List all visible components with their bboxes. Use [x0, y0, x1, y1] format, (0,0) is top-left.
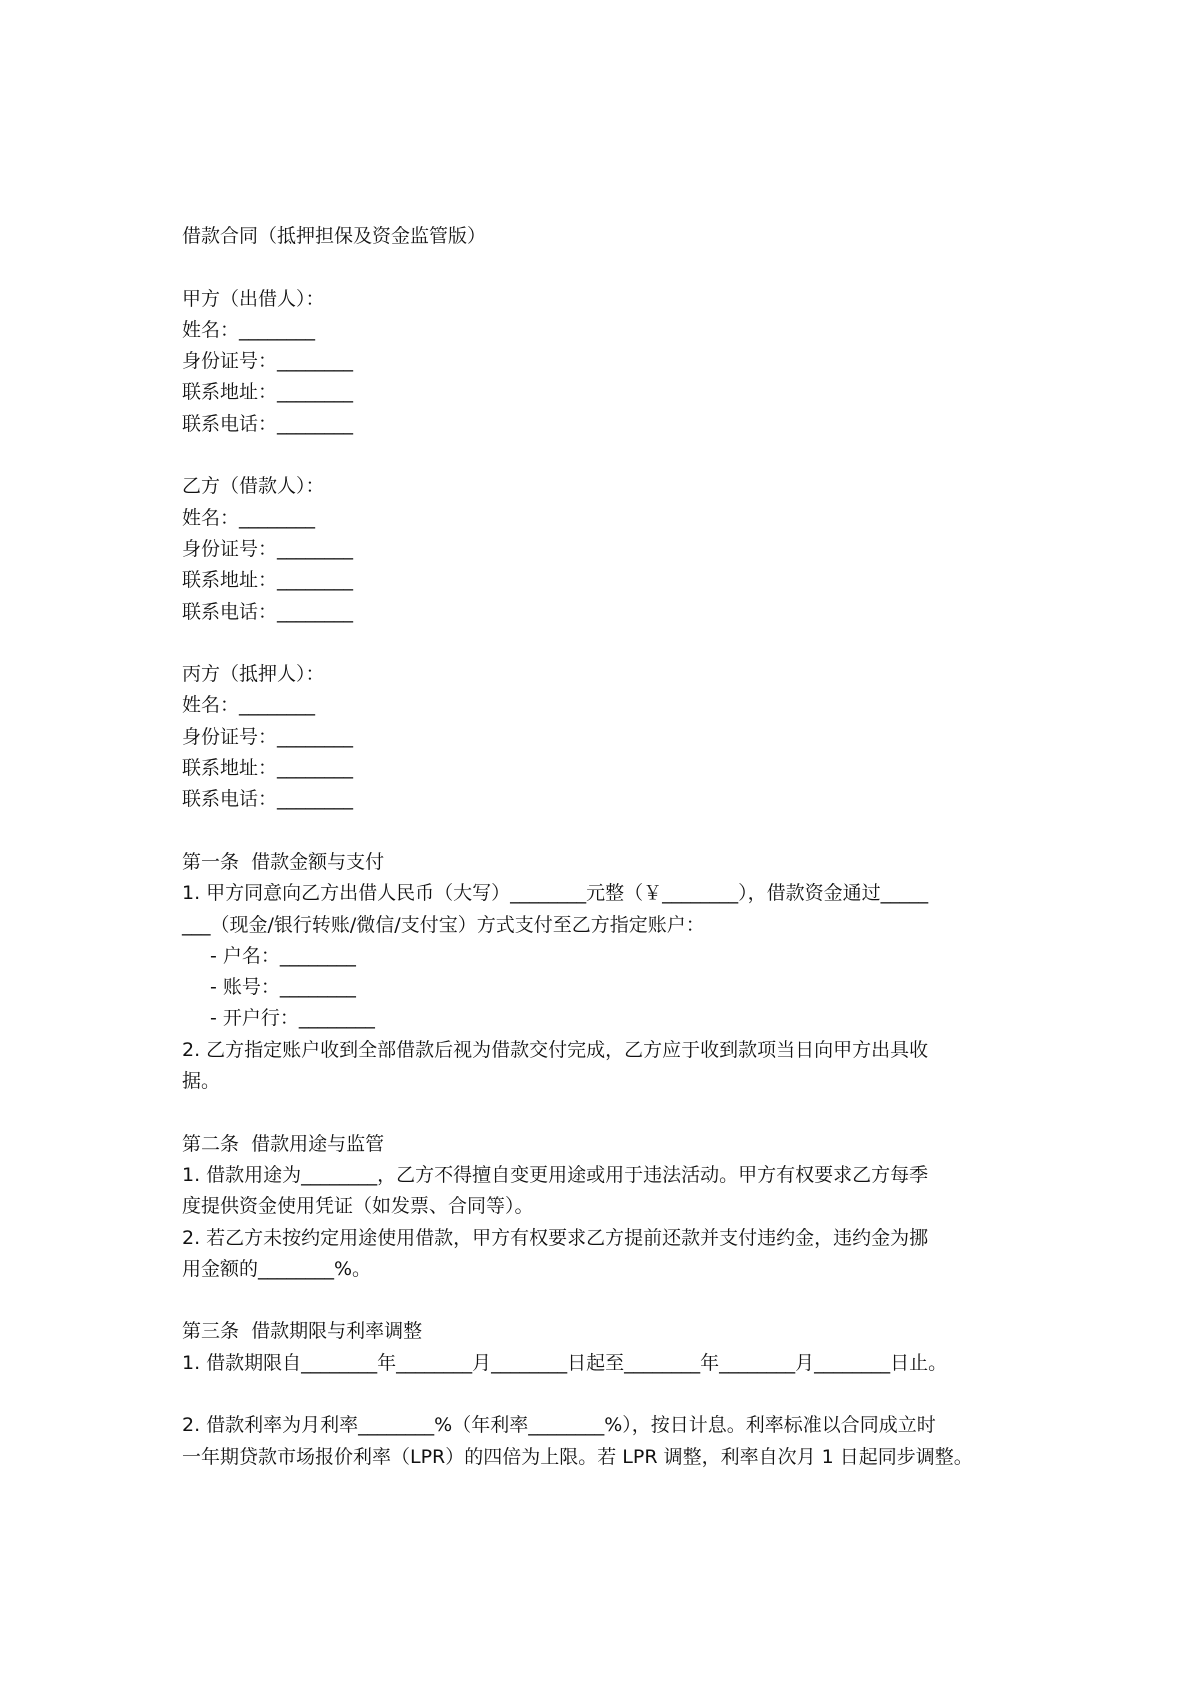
- account-name-field: - 户名：________: [210, 944, 356, 967]
- party-b-phone-field: 联系电话：________: [182, 600, 354, 623]
- account-bank-field: - 开户行：________: [210, 1007, 375, 1030]
- party-c-name-field: 姓名：________: [182, 694, 316, 717]
- article-3-heading: 第三条 借款期限与利率调整: [182, 1320, 423, 1343]
- spacer: [182, 252, 1012, 283]
- article-3-paragraph: 1. 借款期限自________年________月________日起至________年________月________日止。: [182, 1351, 948, 1374]
- party-a-id-field: 身份证号：________: [182, 350, 354, 373]
- article-1-paragraph: 1. 甲方同意向乙方出借人民币（大写）________元整（￥________），借款资金通过_____: [182, 882, 929, 905]
- account-number-field: - 账号：________: [210, 976, 356, 999]
- article-3-paragraph: 2. 借款利率为月利率________%（年利率________%），按日计息。利率标准以合同成立时: [182, 1414, 936, 1437]
- party-b-id-field: 身份证号：________: [182, 537, 354, 560]
- party-a-heading: 甲方（出借人）：: [182, 287, 325, 310]
- party-c-heading: 丙方（抵押人）：: [182, 663, 325, 686]
- article-1-paragraph: 据。: [182, 1070, 221, 1093]
- party-a-phone-field: 联系电话：________: [182, 412, 354, 435]
- article-2-paragraph: 2. 若乙方未按约定用途使用借款，甲方有权要求乙方提前还款并支付违约金，违约金为挪: [182, 1226, 929, 1249]
- document-body: [182, 221, 1012, 1473]
- party-c-phone-field: 联系电话：________: [182, 788, 354, 811]
- party-b-name-field: 姓名：________: [182, 506, 316, 529]
- article-2-paragraph: 1. 借款用途为________，乙方不得擅自变更用途或用于违法活动。甲方有权要求乙方每季: [182, 1163, 929, 1186]
- spacer: [182, 1285, 1012, 1316]
- article-2-paragraph: 用金额的________%。: [182, 1257, 372, 1280]
- party-a-name-field: 姓名：________: [182, 318, 316, 341]
- document-title: 借款合同（抵押担保及资金监管版）: [182, 225, 487, 247]
- article-1-paragraph: ___（现金/银行转账/微信/支付宝）方式支付至乙方指定账户：: [182, 913, 705, 936]
- party-b-heading: 乙方（借款人）：: [182, 475, 325, 498]
- spacer: [182, 1379, 1012, 1410]
- party-c-id-field: 身份证号：________: [182, 725, 354, 748]
- spacer: [182, 816, 1012, 847]
- article-3-paragraph: 一年期贷款市场报价利率（LPR）的四倍为上限。若 LPR 调整，利率自次月 1 日起同步调整。: [182, 1445, 973, 1468]
- spacer: [182, 628, 1012, 659]
- party-a-address-field: 联系地址：________: [182, 381, 354, 404]
- spacer: [182, 1097, 1012, 1128]
- party-b-address-field: 联系地址：________: [182, 569, 354, 592]
- spacer: [182, 440, 1012, 471]
- article-2-paragraph: 度提供资金使用凭证（如发票、合同等）。: [182, 1195, 534, 1218]
- article-1-heading: 第一条 借款金额与支付: [182, 850, 385, 873]
- article-2-heading: 第二条 借款用途与监管: [182, 1132, 385, 1155]
- party-c-address-field: 联系地址：________: [182, 757, 354, 780]
- article-1-paragraph: 2. 乙方指定账户收到全部借款后视为借款交付完成，乙方应于收到款项当日向甲方出具收: [182, 1038, 929, 1061]
